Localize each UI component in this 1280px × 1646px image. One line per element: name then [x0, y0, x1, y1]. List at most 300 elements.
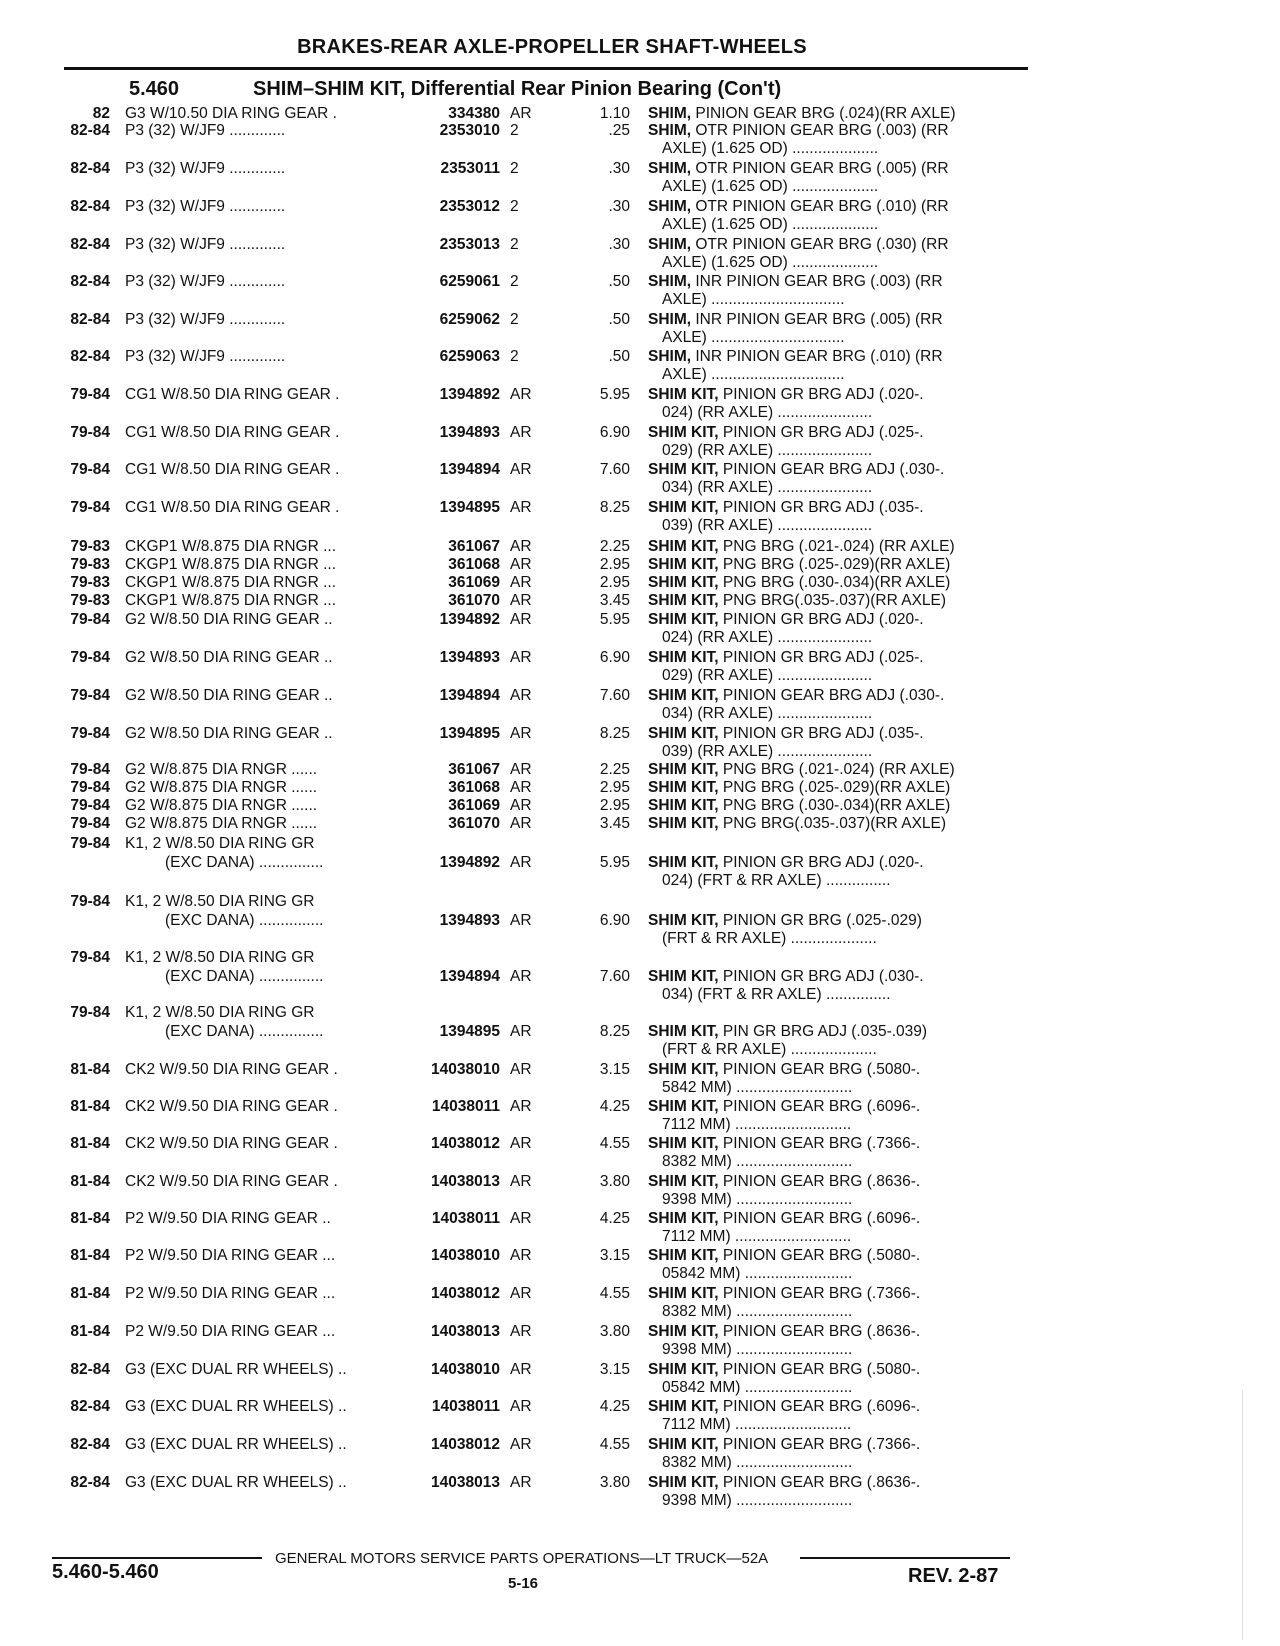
price-cell: 4.25	[599, 1398, 630, 1415]
description-cell	[648, 573, 950, 592]
year-cell: 79-84	[70, 835, 110, 852]
description-continuation: 05842 MM) .........................	[662, 1265, 853, 1282]
quantity-cell: AR	[510, 574, 532, 591]
part-number-cell: 361070	[448, 815, 500, 832]
price-cell: 4.55	[599, 1285, 630, 1302]
part-number-cell: 6259062	[439, 311, 500, 328]
description-keyword: SHIM KIT,	[648, 1474, 719, 1491]
application-cell-line2: (EXC DANA) ...............	[165, 968, 324, 985]
part-number-cell: 1394894	[439, 687, 500, 704]
part-row	[0, 892, 1280, 952]
application-cell: CKGP1 W/8.875 DIA RNGR ...	[125, 538, 337, 555]
price-cell: 2.25	[599, 761, 630, 778]
price-cell: 2.25	[599, 538, 630, 555]
application-cell: G2 W/8.875 DIA RNGR ......	[125, 779, 318, 796]
description-text: OTR PINION GEAR BRG (.010) (RR	[691, 198, 949, 215]
year-cell: 79-83	[70, 592, 110, 609]
application-cell: P2 W/9.50 DIA RING GEAR ...	[125, 1285, 336, 1302]
description-text: PINION GEAR BRG ADJ (.030-.	[718, 461, 945, 478]
description-text: PNG BRG(.035-.037)(RR AXLE)	[718, 592, 947, 609]
application-cell: CK2 W/9.50 DIA RING GEAR .	[125, 1061, 338, 1078]
description-text: PNG BRG (.030-.034)(RR AXLE)	[718, 797, 951, 814]
description-text: INR PINION GEAR BRG (.003) (RR	[691, 273, 943, 290]
price-cell: 4.25	[599, 1098, 630, 1115]
price-cell: 8.25	[599, 1023, 630, 1040]
description-keyword: SHIM KIT,	[648, 1210, 719, 1227]
quantity-cell: AR	[510, 611, 532, 628]
description-keyword: SHIM KIT,	[648, 1173, 719, 1190]
description-keyword: SHIM KIT,	[648, 424, 719, 441]
description-keyword: SHIM KIT,	[648, 556, 719, 573]
description-keyword: SHIM,	[648, 236, 692, 253]
description-text: PNG BRG (.021-.024) (RR AXLE)	[718, 538, 955, 555]
description-text: PINION GR BRG ADJ (.025-.	[718, 649, 924, 666]
application-cell: P3 (32) W/JF9 .............	[125, 311, 286, 328]
part-number-cell: 1394895	[439, 725, 500, 742]
year-cell: 79-84	[70, 386, 110, 403]
description-keyword: SHIM KIT,	[648, 538, 719, 555]
year-cell: 81-84	[70, 1323, 110, 1340]
description-cell	[648, 686, 944, 705]
quantity-cell: AR	[510, 797, 532, 814]
year-cell: 82-84	[70, 1474, 110, 1491]
description-keyword: SHIM KIT,	[648, 592, 719, 609]
application-cell-line2: (EXC DANA) ...............	[165, 854, 324, 871]
description-continuation: 039) (RR AXLE) ......................	[662, 743, 873, 760]
application-cell: G2 W/8.50 DIA RING GEAR ..	[125, 687, 333, 704]
quantity-cell: AR	[510, 1023, 532, 1040]
year-cell: 79-84	[70, 779, 110, 796]
part-number-cell: 6259063	[439, 348, 500, 365]
application-cell: G2 W/8.875 DIA RNGR ......	[125, 797, 318, 814]
description-text: OTR PINION GEAR BRG (.003) (RR	[691, 122, 949, 139]
description-keyword: SHIM KIT,	[648, 687, 719, 704]
description-continuation: 9398 MM) ...........................	[662, 1341, 853, 1358]
application-cell: CKGP1 W/8.875 DIA RNGR ...	[125, 592, 337, 609]
application-cell: G2 W/8.50 DIA RING GEAR ..	[125, 725, 333, 742]
price-cell: 6.90	[599, 912, 630, 929]
price-cell: 8.25	[599, 725, 630, 742]
application-cell: G3 (EXC DUAL RR WHEELS) ..	[125, 1474, 347, 1491]
quantity-cell: 2	[510, 311, 519, 328]
part-row	[0, 1473, 1280, 1533]
description-text: PNG BRG (.030-.034)(RR AXLE)	[718, 574, 951, 591]
footer-text: GENERAL MOTORS SERVICE PARTS OPERATIONS—LT TRUCK—52A	[275, 1550, 769, 1567]
description-keyword: SHIM,	[648, 198, 692, 215]
part-number-cell: 1394892	[439, 386, 500, 403]
description-text: PIN GR BRG ADJ (.035-.039)	[718, 1023, 928, 1040]
description-keyword: SHIM KIT,	[648, 1285, 719, 1302]
quantity-cell: AR	[510, 1398, 532, 1415]
part-number-cell: 14038011	[431, 1210, 500, 1227]
part-number-cell: 14038010	[431, 1247, 500, 1264]
description-text: PINION GEAR BRG (.7366-.	[718, 1135, 921, 1152]
quantity-cell: AR	[510, 1135, 532, 1152]
year-cell: 82-84	[70, 1436, 110, 1453]
year-cell: 79-84	[70, 687, 110, 704]
year-cell: 79-84	[70, 797, 110, 814]
application-cell: CKGP1 W/8.875 DIA RNGR ...	[125, 556, 337, 573]
quantity-cell: 2	[510, 236, 519, 253]
description-text: PINION GR BRG (.025-.029)	[718, 912, 922, 929]
footer-section-range: 5.460-5.460	[52, 1561, 159, 1583]
application-cell: K1, 2 W/8.50 DIA RING GR	[125, 835, 315, 852]
description-cell	[648, 1284, 920, 1303]
application-cell: G2 W/8.875 DIA RNGR ......	[125, 815, 318, 832]
price-cell: 1.10	[599, 105, 630, 122]
part-number-cell: 14038013	[431, 1173, 500, 1190]
year-cell: 79-84	[70, 725, 110, 742]
year-cell: 82-84	[70, 198, 110, 215]
price-cell: 5.95	[599, 386, 630, 403]
part-number-cell: 14038010	[431, 1361, 500, 1378]
price-cell: 3.45	[599, 592, 630, 609]
page-title: BRAKES-REAR AXLE-PROPELLER SHAFT-WHEELS	[297, 36, 807, 58]
application-cell: CG1 W/8.50 DIA RING GEAR .	[125, 499, 340, 516]
description-continuation: 034) (RR AXLE) ......................	[662, 705, 873, 722]
description-keyword: SHIM,	[648, 311, 692, 328]
description-text: PINION GEAR BRG (.8636-.	[718, 1474, 921, 1491]
quantity-cell: AR	[510, 386, 532, 403]
section-number: 5.460	[129, 78, 180, 100]
description-text: PINION GEAR BRG (.5080-.	[718, 1061, 921, 1078]
description-cell	[648, 853, 924, 872]
description-keyword: SHIM KIT,	[648, 499, 719, 516]
price-cell: 4.55	[599, 1436, 630, 1453]
description-text: OTR PINION GEAR BRG (.005) (RR	[691, 160, 949, 177]
quantity-cell: AR	[510, 854, 532, 871]
quantity-cell: AR	[510, 1247, 532, 1264]
year-cell: 79-84	[70, 761, 110, 778]
description-cell	[648, 796, 950, 815]
description-keyword: SHIM KIT,	[648, 761, 719, 778]
description-keyword: SHIM KIT,	[648, 386, 719, 403]
year-cell: 82	[92, 105, 110, 122]
description-cell	[648, 385, 924, 404]
description-cell	[648, 272, 943, 291]
application-cell: P2 W/9.50 DIA RING GEAR ...	[125, 1247, 336, 1264]
application-cell: CK2 W/9.50 DIA RING GEAR .	[125, 1098, 338, 1115]
description-cell	[648, 197, 949, 216]
scan-margin-line	[1242, 1390, 1243, 1640]
year-cell: 82-84	[70, 122, 110, 139]
part-number-cell: 1394895	[439, 499, 500, 516]
quantity-cell: AR	[510, 461, 532, 478]
description-keyword: SHIM KIT,	[648, 461, 719, 478]
description-text: PINION GR BRG ADJ (.025-.	[718, 424, 924, 441]
description-keyword: SHIM KIT,	[648, 815, 719, 832]
quantity-cell: AR	[510, 1285, 532, 1302]
quantity-cell: AR	[510, 592, 532, 609]
part-number-cell: 1394894	[439, 968, 500, 985]
description-keyword: SHIM KIT,	[648, 1398, 719, 1415]
quantity-cell: AR	[510, 499, 532, 516]
description-keyword: SHIM KIT,	[648, 1247, 719, 1264]
quantity-cell: AR	[510, 815, 532, 832]
part-row	[0, 1003, 1280, 1063]
description-cell	[648, 610, 924, 629]
application-cell: CK2 W/9.50 DIA RING GEAR .	[125, 1173, 338, 1190]
application-cell-line2: (EXC DANA) ...............	[165, 912, 324, 929]
description-text: PINION GEAR BRG (.6096-.	[718, 1098, 921, 1115]
quantity-cell: AR	[510, 1361, 532, 1378]
description-text: PINION GEAR BRG (.6096-.	[718, 1398, 921, 1415]
year-cell: 81-84	[70, 1173, 110, 1190]
description-cell	[648, 724, 924, 743]
application-cell: CG1 W/8.50 DIA RING GEAR .	[125, 424, 340, 441]
description-cell	[648, 235, 949, 254]
application-cell: P2 W/9.50 DIA RING GEAR ..	[125, 1210, 331, 1227]
application-cell: G2 W/8.50 DIA RING GEAR ..	[125, 649, 333, 666]
year-cell: 79-84	[70, 499, 110, 516]
price-cell: 7.60	[599, 968, 630, 985]
description-text: PNG BRG (.025-.029)(RR AXLE)	[718, 779, 951, 796]
price-cell: .50	[608, 273, 630, 290]
section-title: SHIM–SHIM KIT, Differential Rear Pinion Bearing (Con't)	[253, 78, 782, 100]
description-continuation: 024) (RR AXLE) ......................	[662, 629, 873, 646]
application-cell: K1, 2 W/8.50 DIA RING GR	[125, 1004, 315, 1021]
description-keyword: SHIM KIT,	[648, 574, 719, 591]
quantity-cell: AR	[510, 1173, 532, 1190]
price-cell: 4.55	[599, 1135, 630, 1152]
year-cell: 79-83	[70, 538, 110, 555]
price-cell: 3.80	[599, 1323, 630, 1340]
part-number-cell: 1394893	[439, 424, 500, 441]
part-number-cell: 2353013	[439, 236, 500, 253]
year-cell: 81-84	[70, 1285, 110, 1302]
description-text: PINION GEAR BRG ADJ (.030-.	[718, 687, 945, 704]
description-keyword: SHIM KIT,	[648, 779, 719, 796]
price-cell: .30	[608, 198, 630, 215]
year-cell: 79-83	[70, 556, 110, 573]
application-cell: G3 W/10.50 DIA RING GEAR .	[125, 105, 337, 122]
description-cell	[648, 310, 943, 329]
description-text: PINION GR BRG ADJ (.035-.	[718, 725, 924, 742]
description-cell	[648, 760, 955, 779]
description-cell	[648, 1435, 920, 1454]
part-number-cell: 14038012	[431, 1285, 500, 1302]
year-cell: 82-84	[70, 348, 110, 365]
price-cell: 5.95	[599, 854, 630, 871]
description-continuation: 8382 MM) ...........................	[662, 1454, 853, 1471]
description-continuation: AXLE) ...............................	[662, 329, 845, 346]
part-number-cell: 14038010	[431, 1061, 500, 1078]
year-cell: 82-84	[70, 273, 110, 290]
quantity-cell: AR	[510, 538, 532, 555]
footer-rule-left	[52, 1557, 262, 1559]
description-cell	[648, 1134, 920, 1153]
year-cell: 79-84	[70, 949, 110, 966]
description-keyword: SHIM,	[648, 105, 692, 122]
part-number-cell: 14038012	[431, 1436, 500, 1453]
description-keyword: SHIM KIT,	[648, 1361, 719, 1378]
part-number-cell: 2353011	[440, 160, 500, 177]
description-cell	[648, 1172, 920, 1191]
description-keyword: SHIM,	[648, 273, 692, 290]
description-continuation: (FRT & RR AXLE) ....................	[662, 1041, 877, 1058]
year-cell: 81-84	[70, 1061, 110, 1078]
description-continuation: 7112 MM) ...........................	[662, 1116, 852, 1133]
year-cell: 79-84	[70, 815, 110, 832]
year-cell: 79-83	[70, 574, 110, 591]
description-text: PINION GEAR BRG (.6096-.	[718, 1210, 921, 1227]
application-cell: P3 (32) W/JF9 .............	[125, 160, 286, 177]
price-cell: .30	[608, 236, 630, 253]
description-keyword: SHIM KIT,	[648, 1323, 719, 1340]
part-number-cell: 361068	[448, 779, 500, 796]
description-continuation: 034) (FRT & RR AXLE) ...............	[662, 986, 891, 1003]
description-cell	[648, 1022, 927, 1041]
price-cell: .50	[608, 348, 630, 365]
price-cell: 3.80	[599, 1474, 630, 1491]
quantity-cell: AR	[510, 912, 532, 929]
description-continuation: 039) (RR AXLE) ......................	[662, 517, 873, 534]
quantity-cell: AR	[510, 1061, 532, 1078]
description-keyword: SHIM KIT,	[648, 1098, 719, 1115]
application-cell: G3 (EXC DUAL RR WHEELS) ..	[125, 1398, 347, 1415]
description-continuation: 029) (RR AXLE) ......................	[662, 667, 873, 684]
description-cell	[648, 347, 943, 366]
description-cell	[648, 1097, 920, 1116]
part-number-cell: 1394893	[439, 649, 500, 666]
year-cell: 82-84	[70, 1398, 110, 1415]
quantity-cell: AR	[510, 1098, 532, 1115]
price-cell: 5.95	[599, 611, 630, 628]
quantity-cell: 2	[510, 160, 519, 177]
year-cell: 81-84	[70, 1135, 110, 1152]
footer-page-number: 5-16	[508, 1575, 539, 1592]
price-cell: 3.15	[599, 1361, 630, 1378]
description-cell	[648, 1322, 920, 1341]
year-cell: 81-84	[70, 1098, 110, 1115]
description-cell	[648, 498, 924, 517]
price-cell: 2.95	[599, 556, 630, 573]
year-cell: 79-84	[70, 649, 110, 666]
price-cell: 6.90	[599, 424, 630, 441]
description-continuation: 024) (FRT & RR AXLE) ...............	[662, 872, 891, 889]
description-cell	[648, 537, 955, 556]
part-number-cell: 361069	[448, 574, 500, 591]
application-cell: CKGP1 W/8.875 DIA RNGR ...	[125, 574, 337, 591]
price-cell: .30	[608, 160, 630, 177]
description-keyword: SHIM KIT,	[648, 1023, 719, 1040]
description-keyword: SHIM KIT,	[648, 611, 719, 628]
part-number-cell: 361067	[448, 761, 500, 778]
price-cell: 6.90	[599, 649, 630, 666]
price-cell: 2.95	[599, 779, 630, 796]
quantity-cell: 2	[510, 348, 519, 365]
part-number-cell: 14038011	[431, 1398, 500, 1415]
part-number-cell: 2353012	[439, 198, 500, 215]
application-cell: P3 (32) W/JF9 .............	[125, 348, 286, 365]
description-keyword: SHIM KIT,	[648, 1436, 719, 1453]
description-cell	[648, 778, 950, 797]
part-number-cell: 1394892	[439, 611, 500, 628]
quantity-cell: AR	[510, 968, 532, 985]
part-number-cell: 14038011	[431, 1098, 500, 1115]
price-cell: .50	[608, 311, 630, 328]
description-cell	[648, 1397, 920, 1416]
application-cell-line2: (EXC DANA) ...............	[165, 1023, 324, 1040]
description-cell	[648, 1209, 920, 1228]
description-text: INR PINION GEAR BRG (.005) (RR	[691, 311, 943, 328]
quantity-cell: AR	[510, 725, 532, 742]
description-continuation: 9398 MM) ...........................	[662, 1191, 853, 1208]
description-cell	[648, 911, 922, 930]
year-cell: 79-84	[70, 424, 110, 441]
quantity-cell: AR	[510, 1436, 532, 1453]
application-cell: P2 W/9.50 DIA RING GEAR ...	[125, 1323, 336, 1340]
part-number-cell: 334380	[448, 105, 500, 122]
part-number-cell: 2353010	[439, 122, 500, 139]
description-text: PINION GR BRG ADJ (.020-.	[718, 386, 924, 403]
description-text: PINION GR BRG ADJ (.020-.	[718, 854, 924, 871]
price-cell: 2.95	[599, 797, 630, 814]
description-continuation: AXLE) ...............................	[662, 366, 845, 383]
description-cell	[648, 1360, 920, 1379]
application-cell: K1, 2 W/8.50 DIA RING GR	[125, 893, 315, 910]
part-number-cell: 1394893	[439, 912, 500, 929]
price-cell: 7.60	[599, 461, 630, 478]
part-number-cell: 14038013	[431, 1323, 500, 1340]
description-continuation: 5842 MM) ...........................	[662, 1079, 853, 1096]
description-text: PNG BRG (.021-.024) (RR AXLE)	[718, 761, 955, 778]
price-cell: 8.25	[599, 499, 630, 516]
application-cell: G2 W/8.875 DIA RNGR ......	[125, 761, 318, 778]
year-cell: 82-84	[70, 236, 110, 253]
price-cell: 3.45	[599, 815, 630, 832]
price-cell: .25	[608, 122, 630, 139]
year-cell: 81-84	[70, 1247, 110, 1264]
quantity-cell: AR	[510, 424, 532, 441]
quantity-cell: AR	[510, 761, 532, 778]
description-text: PINION GR BRG ADJ (.020-.	[718, 611, 924, 628]
quantity-cell: AR	[510, 779, 532, 796]
description-keyword: SHIM,	[648, 160, 692, 177]
part-number-cell: 361070	[448, 592, 500, 609]
description-cell	[648, 814, 946, 833]
part-number-cell: 361069	[448, 797, 500, 814]
description-continuation: AXLE) (1.625 OD) ....................	[662, 140, 879, 157]
description-text: PNG BRG(.035-.037)(RR AXLE)	[718, 815, 947, 832]
application-cell: P3 (32) W/JF9 .............	[125, 122, 286, 139]
description-text: PINION GEAR BRG (.8636-.	[718, 1173, 921, 1190]
part-number-cell: 14038013	[431, 1474, 500, 1491]
description-keyword: SHIM KIT,	[648, 968, 719, 985]
year-cell: 82-84	[70, 160, 110, 177]
year-cell: 79-84	[70, 893, 110, 910]
description-cell	[648, 121, 949, 140]
application-cell: P3 (32) W/JF9 .............	[125, 198, 286, 215]
application-cell: CG1 W/8.50 DIA RING GEAR .	[125, 461, 340, 478]
description-cell	[648, 648, 924, 667]
description-cell	[648, 555, 950, 574]
part-number-cell: 361068	[448, 556, 500, 573]
description-cell	[648, 967, 924, 986]
application-cell: G2 W/8.50 DIA RING GEAR ..	[125, 611, 333, 628]
price-cell: 4.25	[599, 1210, 630, 1227]
description-continuation: 024) (RR AXLE) ......................	[662, 404, 873, 421]
year-cell: 79-84	[70, 1004, 110, 1021]
description-text: PINION GR BRG ADJ (.035-.	[718, 499, 924, 516]
description-cell	[648, 159, 949, 178]
description-cell	[648, 460, 944, 479]
description-text: INR PINION GEAR BRG (.010) (RR	[691, 348, 943, 365]
description-text: PINION GEAR BRG (.7366-.	[718, 1285, 921, 1302]
description-keyword: SHIM KIT,	[648, 1061, 719, 1078]
description-continuation: 029) (RR AXLE) ......................	[662, 442, 873, 459]
part-row	[0, 834, 1280, 894]
